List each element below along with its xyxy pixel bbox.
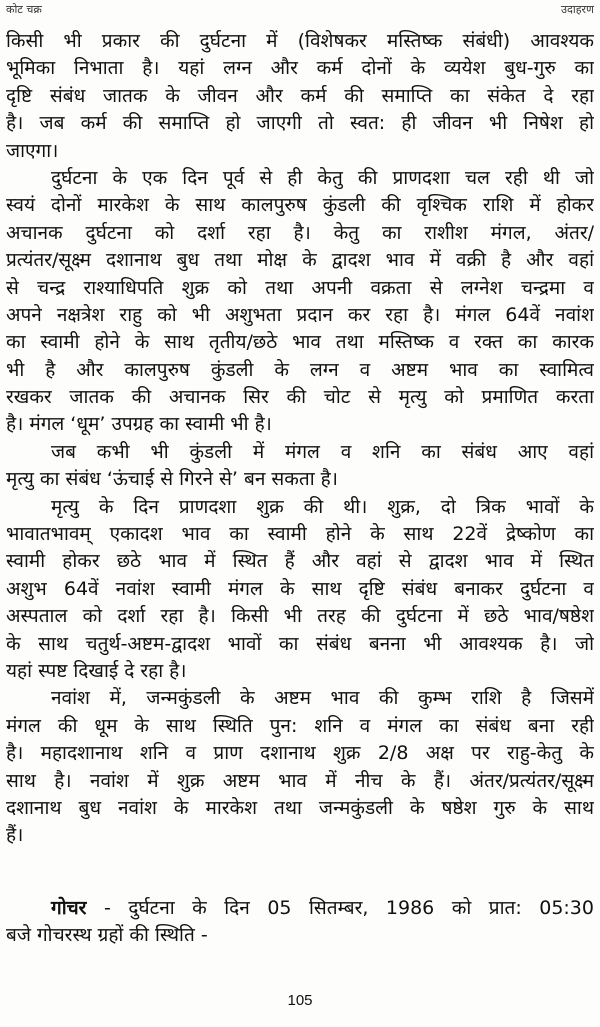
text-line: भी है और कालपुरुष कुंडली के लग्न व अष्टम भाव का स्वामित्व — [6, 358, 594, 381]
page-number: 105 — [287, 992, 313, 1009]
text-line: अचानक दुर्घटना को दर्शा रहा है। केतु का राशीश मंगल, अंतर/ — [6, 221, 594, 244]
text-line: प्रत्यंतर/सूक्ष्म दशानाथ बुध तथा मोक्ष के द्वादश भाव में वक्री है और वहां — [6, 249, 594, 272]
text-line: दृष्टि संबंध जातक के जीवन और कर्म की समाप्ति का संकेत दे रहा — [6, 84, 594, 107]
text-line: स्वामी होकर छठे भाव में स्थित हैं और वहां से द्वादश भाव में स्थित — [6, 550, 594, 573]
text-line: जाएगा। — [6, 139, 59, 162]
text-line: है। मंगल ‘धूम’ उपग्रह का स्वामी भी है। — [6, 413, 272, 436]
gochar-heading: गोचर — [51, 896, 87, 919]
gochar-paragraph — [6, 895, 594, 950]
text-line: बजे गोचरस्थ ग्रहों की स्थिति - — [6, 924, 208, 947]
header-section-title: उदाहरण — [560, 3, 594, 16]
text-line: हैं। — [6, 824, 24, 847]
text-line: है। जब कर्म की समाप्ति हो जाएगी तो स्वत: ही जीवन भी निषेश हो — [6, 112, 594, 135]
text-line: के साथ चतुर्थ-अष्टम-द्वादश भावों का संबंध बनना भी आवश्यक है। जो — [6, 632, 594, 655]
text-line: अस्पताल को दर्शा रहा है। किसी भी तरह की दुर्घटना में छठे भाव/षष्ठेश — [6, 605, 594, 628]
paragraph — [6, 165, 594, 439]
text-line: से चन्द्र राश्याधिपति शुक्र को तथा अपनी वक्रता से लग्नेश चन्द्रमा व — [6, 276, 594, 299]
text-line: मृत्यु के दिन प्राणदशा शुक्र की थी। शुक्र, दो त्रिक भावों के — [51, 495, 594, 518]
paragraph — [6, 439, 594, 494]
text-line: साथ है। नवांश में शुक्र अष्टम भाव में नीच के हैं। अंतर/प्रत्यंतर/सूक्ष्म — [6, 769, 594, 792]
text-line: का स्वामी होने के साथ तृतीय/छठे भाव तथा मस्तिष्क व रक्त का कारक — [6, 331, 594, 354]
text-line: रखकर जातक की अचानक सिर की चोट से मृत्यु को प्रमाणित करता — [6, 386, 594, 409]
paragraph — [6, 494, 594, 686]
gochar-text: - दुर्घटना के दिन 05 सितम्बर, 1986 को प्रात: 05:30 — [103, 896, 594, 919]
header-chapter-title: कोट चक्र — [6, 3, 42, 16]
text-line: दशानाथ बुध नवांश के मारकेश तथा जन्मकुंडली के षष्ठेश गुरु के साथ — [6, 796, 594, 819]
text-line: स्वयं दोनों मारकेश के साथ कालपुरुष कुंडली की वृश्चिक राशि में होकर — [6, 194, 594, 217]
text-line: मंगल की धूम के साथ स्थिति पुन: शनि व मंगल का संबंध बना रही — [6, 714, 594, 737]
paragraph — [6, 28, 594, 165]
text-line: नवांश में, जन्मकुंडली के अष्टम भाव की कुम्भ राशि है जिसमें — [51, 687, 594, 710]
running-header — [6, 2, 594, 18]
text-line — [6, 895, 594, 922]
text-line: दुर्घटना के एक दिन पूर्व से ही केतु की प्राणदशा चल रही थी जो — [51, 166, 594, 189]
text-line: मृत्यु का संबंध ‘ऊंचाई से गिरने से’ बन सकता है। — [6, 468, 338, 491]
paragraph — [6, 685, 594, 849]
text-line: किसी भी प्रकार की दुर्घटना में (विशेषकर मस्तिष्क संबंधी) आवश्यक — [6, 30, 594, 52]
text-line: है। महादशानाथ शनि व प्राण दशानाथ शुक्र 2/8 अक्ष पर राहु-केतु के — [6, 742, 594, 765]
text-line: भूमिका निभाता है। यहां लग्न और कर्म दोनों के व्ययेश बुध-गुरु का — [6, 57, 594, 80]
page-body — [6, 28, 594, 950]
text-line: अपने नक्षत्रेश राहु को भी अशुभता प्रदान कर रहा है। मंगल 64वें नवांश — [6, 303, 594, 326]
text-line: अशुभ 64वें नवांश स्वामी मंगल के साथ दृष्टि संबंध बनाकर दुर्घटना व — [6, 577, 594, 600]
text-line: यहां स्पष्ट दिखाई दे रहा है। — [6, 659, 187, 682]
text-line: जब कभी भी कुंडली में मंगल व शनि का संबंध आए वहां — [51, 440, 594, 463]
text-line: भावातभावम् एकादश भाव का स्वामी होने के साथ 22वें द्रेष्कोण का — [6, 523, 594, 546]
